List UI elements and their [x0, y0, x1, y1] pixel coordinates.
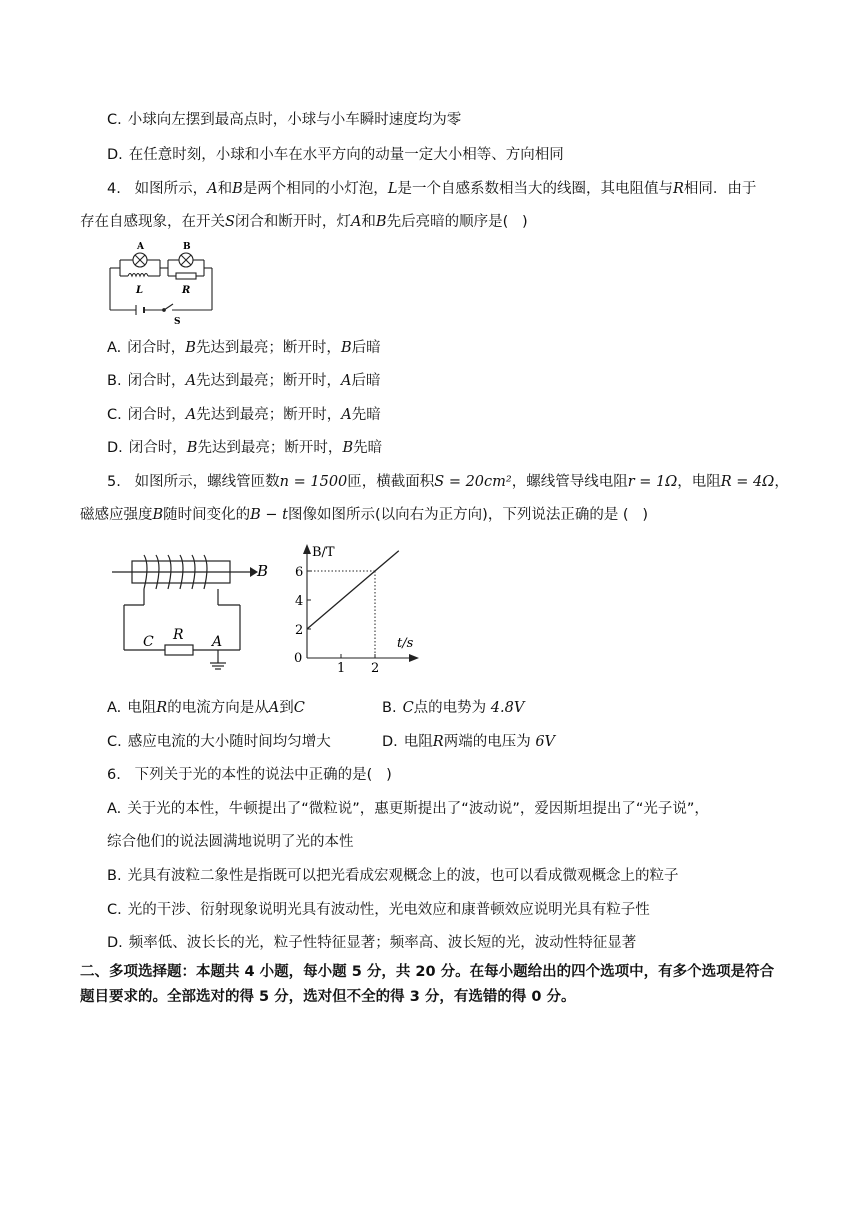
x-axis-label: t/s — [397, 636, 414, 651]
stem-text: 闭合和断开时，灯 — [234, 214, 351, 230]
option-text: 小球向左摆到最高点时，小球与小车瞬时速度均为零 — [127, 112, 462, 128]
option-text: 闭合时， — [128, 440, 187, 456]
option-text: 光的干涉、衍射现象说明光具有波动性，光电效应和康普顿效应说明光具有粒子性 — [127, 902, 650, 918]
var: B — [152, 507, 164, 523]
var: A — [341, 373, 352, 389]
var: B — [375, 214, 387, 230]
question-number: 4. — [107, 181, 121, 197]
var: A — [185, 407, 197, 423]
q6-option-a-cont — [107, 832, 354, 852]
option-text: 两端的电压为 — [443, 734, 536, 750]
option-text: 光具有波粒二象性是指既可以把光看成宏观概念上的波，也可以看成微观概念上的粒子 — [127, 868, 679, 884]
var: A — [350, 214, 362, 230]
option-text: 后暗 — [351, 340, 381, 356]
var: C — [402, 700, 414, 716]
var: B — [232, 181, 243, 197]
q4-option-b — [107, 371, 381, 391]
q5-option-c — [107, 732, 331, 752]
stem-text: 是一个自感系数相当大的线圈，其电阻值与 — [397, 181, 673, 197]
label-resistor-r: R — [173, 627, 184, 643]
var: R — [156, 700, 168, 716]
var: B — [185, 340, 196, 356]
q5-stem-line1 — [107, 472, 789, 492]
var: B — [342, 440, 354, 456]
option-label: B. — [382, 700, 397, 716]
y-tick-label: 2 — [295, 623, 304, 638]
stem-text: ， — [774, 474, 789, 490]
x-tick-label: 2 — [371, 661, 380, 675]
stem-text: 随时间变化的 — [163, 507, 251, 523]
q5-bt-chart — [285, 540, 425, 675]
section2-heading-line1: 二、多项选择题：本题共 4 小题，每小题 5 分，共 20 分。在每小题给出的四个选项中，有多个选项是符合 — [80, 964, 775, 980]
option-label: B. — [107, 868, 122, 884]
stem-text: 和 — [217, 181, 233, 197]
q4-option-c — [107, 405, 381, 425]
formula: 6V — [535, 734, 556, 750]
q4-circuit-diagram — [100, 240, 230, 326]
stem-text: 磁感应强度 — [80, 507, 153, 523]
stem-text: 相同．由于 — [683, 181, 757, 197]
stem-text: 如图所示，螺线管匝数 — [134, 474, 280, 490]
q5-solenoid-circuit — [110, 545, 275, 680]
y-axis-arrow — [303, 544, 311, 554]
stem-text: 如图所示， — [134, 181, 208, 197]
option-label: C. — [107, 902, 122, 918]
y-tick-label: 6 — [295, 565, 304, 580]
option-text: 先达到最亮；断开时， — [197, 440, 343, 456]
q5-option-d — [382, 732, 555, 752]
formula: R = 4Ω — [720, 474, 775, 490]
option-label: A. — [107, 700, 122, 716]
var: R — [432, 734, 444, 750]
var: B — [340, 340, 352, 356]
formula: 4.8V — [490, 700, 525, 716]
var: A — [341, 407, 352, 423]
question-number: 5. — [107, 474, 121, 490]
option-label: D. — [107, 935, 123, 951]
option-text: 后暗 — [351, 373, 381, 389]
label-field-b: B — [257, 562, 269, 580]
option-text: 频率低、波长长的光，粒子性特征显著；频率高、波长短的光，波动性特征显著 — [128, 935, 637, 951]
label-lamp-a: A — [137, 242, 144, 252]
label-point-c: C — [143, 634, 154, 650]
section2-heading-line2: 题目要求的。全部选对的得 5 分，选对但不全的得 3 分，有选错的得 0 分。 — [80, 989, 576, 1005]
stem-text: 下列关于光的本性的说法中正确的是( ) — [134, 767, 392, 783]
option-label: D. — [382, 734, 398, 750]
q5-stem-line2 — [80, 505, 648, 525]
option-text: 闭合时， — [127, 340, 186, 356]
q5-option-a — [107, 698, 305, 718]
option-text: 关于光的本性，牛顿提出了“微粒说”，惠更斯提出了“波动说”，爱因斯坦提出了“光子说”， — [127, 801, 709, 817]
label-point-a: A — [212, 634, 223, 650]
x-tick-label: 1 — [337, 661, 346, 675]
option-text: 先达到最亮；断开时， — [195, 340, 341, 356]
var: S — [225, 214, 235, 230]
option-label: C. — [107, 734, 122, 750]
option-text: 先达到最亮；断开时， — [196, 407, 342, 423]
formula: n = 1500 — [279, 474, 348, 490]
q6-option-b — [107, 866, 679, 886]
var: A — [185, 373, 197, 389]
q6-stem — [107, 765, 392, 785]
stem-text: 和 — [361, 214, 376, 230]
label-resistor: R — [182, 285, 191, 296]
var: A — [268, 700, 280, 716]
option-text: 感应电流的大小随时间均匀增大 — [127, 734, 331, 750]
option-label: C. — [107, 407, 122, 423]
option-text: 先达到最亮；断开时， — [196, 373, 342, 389]
q6-option-c — [107, 900, 650, 920]
var: C — [293, 700, 305, 716]
option-text: 在任意时刻，小球和小车在水平方向的动量一定大小相等、方向相同 — [128, 147, 564, 163]
q4-stem-line1 — [107, 179, 756, 199]
stem-text: 先后亮暗的顺序是( ) — [386, 214, 528, 230]
q3-option-d — [107, 145, 564, 165]
label-switch: S — [174, 317, 181, 326]
option-text: 电阻 — [127, 700, 157, 716]
option-label: A. — [107, 801, 122, 817]
b-t-line — [307, 551, 399, 629]
stem-text: 图像如图所示(以向右为正方向)，下列说法正确的是 ( ) — [288, 507, 649, 523]
y-axis-label: B/T — [312, 545, 335, 560]
q4-stem-line2 — [80, 212, 528, 232]
var: R — [672, 181, 684, 197]
lamp-b — [179, 253, 193, 267]
var: B — [186, 440, 198, 456]
stem-text: ，电阻 — [677, 474, 721, 490]
option-label: A. — [107, 340, 122, 356]
stem-text: ，螺线管导线电阻 — [511, 474, 628, 490]
label-coil: L — [136, 285, 144, 296]
q3-option-c — [107, 110, 461, 130]
option-text: 先暗 — [353, 440, 383, 456]
formula: r = 1Ω — [627, 474, 678, 490]
option-label: C. — [107, 112, 122, 128]
q5-option-b — [382, 698, 524, 718]
stem-text: 匝，横截面积 — [347, 474, 435, 490]
option-text: 点的电势为 — [413, 700, 491, 716]
var: L — [387, 181, 398, 197]
label-lamp-b: B — [183, 242, 191, 252]
stem-text: 是两个相同的小灯泡， — [242, 181, 388, 197]
option-text: 电阻 — [403, 734, 433, 750]
q4-option-d — [107, 438, 382, 458]
question-number: 6. — [107, 767, 121, 783]
lamp-a — [133, 253, 147, 267]
option-label: B. — [107, 373, 122, 389]
option-text: 到 — [279, 700, 294, 716]
formula: B − t — [250, 507, 289, 523]
q4-option-a — [107, 338, 381, 358]
y-tick-label: 4 — [295, 594, 304, 609]
option-text: 的电流方向是从 — [167, 700, 269, 716]
origin-label: 0 — [294, 651, 303, 666]
q6-option-a — [107, 799, 709, 819]
option-text: 闭合时， — [127, 407, 186, 423]
option-label: D. — [107, 147, 123, 163]
stem-text: 存在自感现象，在开关 — [80, 214, 225, 230]
option-text: 综合他们的说法圆满地说明了光的本性 — [107, 834, 354, 850]
option-text: 先暗 — [351, 407, 381, 423]
var: A — [207, 181, 218, 197]
q6-option-d — [107, 933, 636, 953]
formula: S = 20cm² — [434, 474, 512, 490]
x-axis-arrow — [409, 654, 419, 662]
option-text: 闭合时， — [127, 373, 186, 389]
option-label: D. — [107, 440, 123, 456]
